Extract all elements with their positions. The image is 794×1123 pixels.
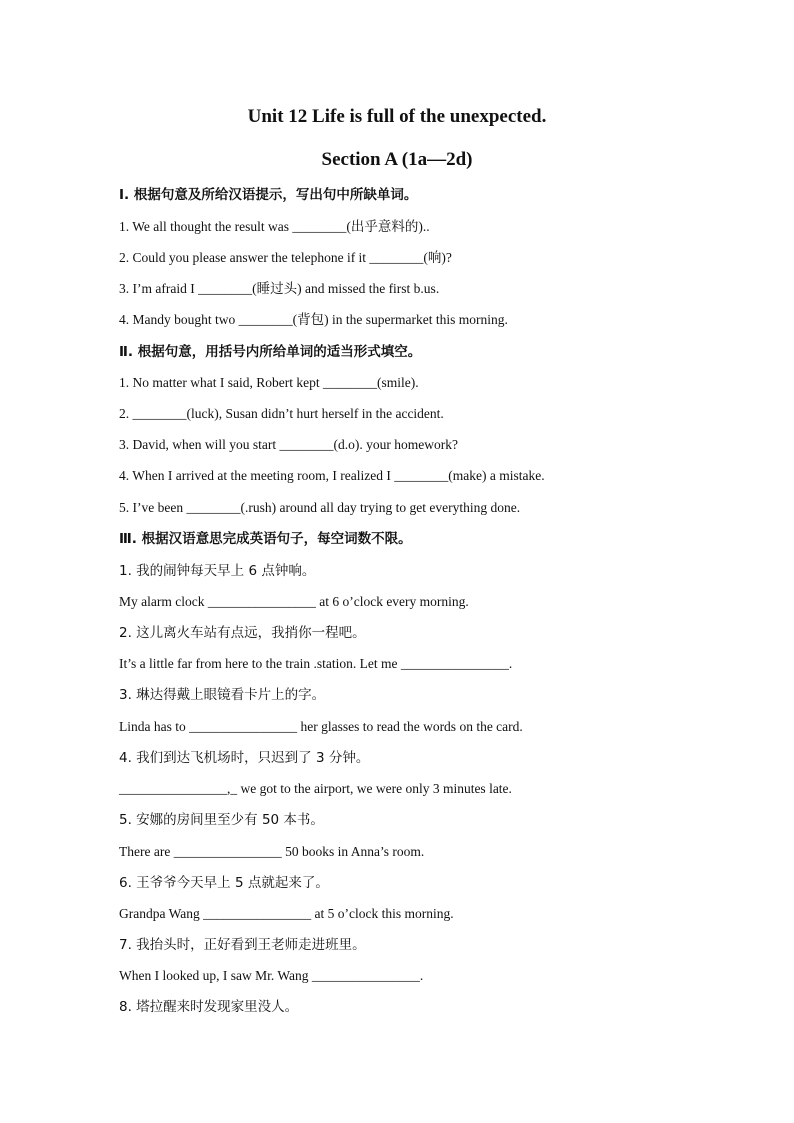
part1-heading: Ⅰ. 根据句意及所给汉语提示，写出句中所缺单词。 — [119, 187, 418, 203]
part3-item-6-chinese: 6. 王爷爷今天早上 5 点就起来了。 — [119, 875, 329, 891]
part3-item-7-chinese: 7. 我抬头时，正好看到王老师走进班里。 — [119, 937, 366, 953]
part2-heading: Ⅱ. 根据句意，用括号内所给单词的适当形式填空。 — [119, 344, 422, 360]
part3-item-7-english: When I looked up, I saw Mr. Wang ________________. — [119, 968, 424, 983]
part3-item-5-chinese: 5. 安娜的房间里至少有 50 本书。 — [119, 812, 324, 828]
part3-item-2-chinese: 2. 这儿离火车站有点远，我捎你一程吧。 — [119, 625, 366, 641]
part1-item-4: 4. Mandy bought two ________(背包) in the supermarket this morning. — [119, 312, 508, 327]
part3-item-4-chinese: 4. 我们到达飞机场时，只迟到了 3 分钟。 — [119, 750, 370, 766]
part2-item-4: 4. When I arrived at the meeting room, I realized I ________(make) a mistake. — [119, 468, 545, 483]
part2-item-5: 5. I’ve been ________(.rush) around all day trying to get everything done. — [119, 500, 521, 515]
part1-item-2: 2. Could you please answer the telephone if it ________(响)? — [119, 250, 452, 265]
part2-item-2: 2. ________(luck), Susan didn’t hurt herself in the accident. — [119, 406, 444, 421]
part3-item-5-english: There are ________________ 50 books in Anna’s room. — [119, 844, 425, 859]
section-subtitle: Section A (1a—2d) — [321, 149, 473, 170]
part2-item-3: 3. David, when will you start ________(d.o). your homework? — [119, 437, 458, 452]
part3-item-3-english: Linda has to ________________ her glasses to read the words on the card. — [119, 719, 523, 734]
page-title: Unit 12 Life is full of the unexpected. — [247, 106, 547, 127]
part3-item-6-english: Grandpa Wang ________________ at 5 o’clock this morning. — [119, 906, 454, 921]
part3-item-8-chinese: 8. 塔拉醒来时发现家里没人。 — [119, 999, 299, 1015]
part2-item-1: 1. No matter what I said, Robert kept ________(smile). — [119, 375, 419, 390]
part3-item-2-english: It’s a little far from here to the train .station. Let me ________________. — [119, 656, 513, 671]
part3-heading: Ⅲ. 根据汉语意思完成英语句子，每空词数不限。 — [119, 531, 412, 547]
part1-item-1: 1. We all thought the result was ________(出乎意料的).. — [119, 219, 430, 234]
part1-item-3: 3. I’m afraid I ________(睡过头) and missed the first b.us. — [119, 281, 440, 296]
part3-item-1-chinese: 1. 我的闹钟每天早上 6 点钟响。 — [119, 563, 316, 579]
part3-item-4-english: ________________,_ we got to the airport, we were only 3 minutes late. — [119, 781, 512, 796]
part3-item-1-english: My alarm clock ________________ at 6 o’clock every morning. — [119, 594, 469, 609]
part3-item-3-chinese: 3. 琳达得戴上眼镜看卡片上的字。 — [119, 687, 326, 703]
